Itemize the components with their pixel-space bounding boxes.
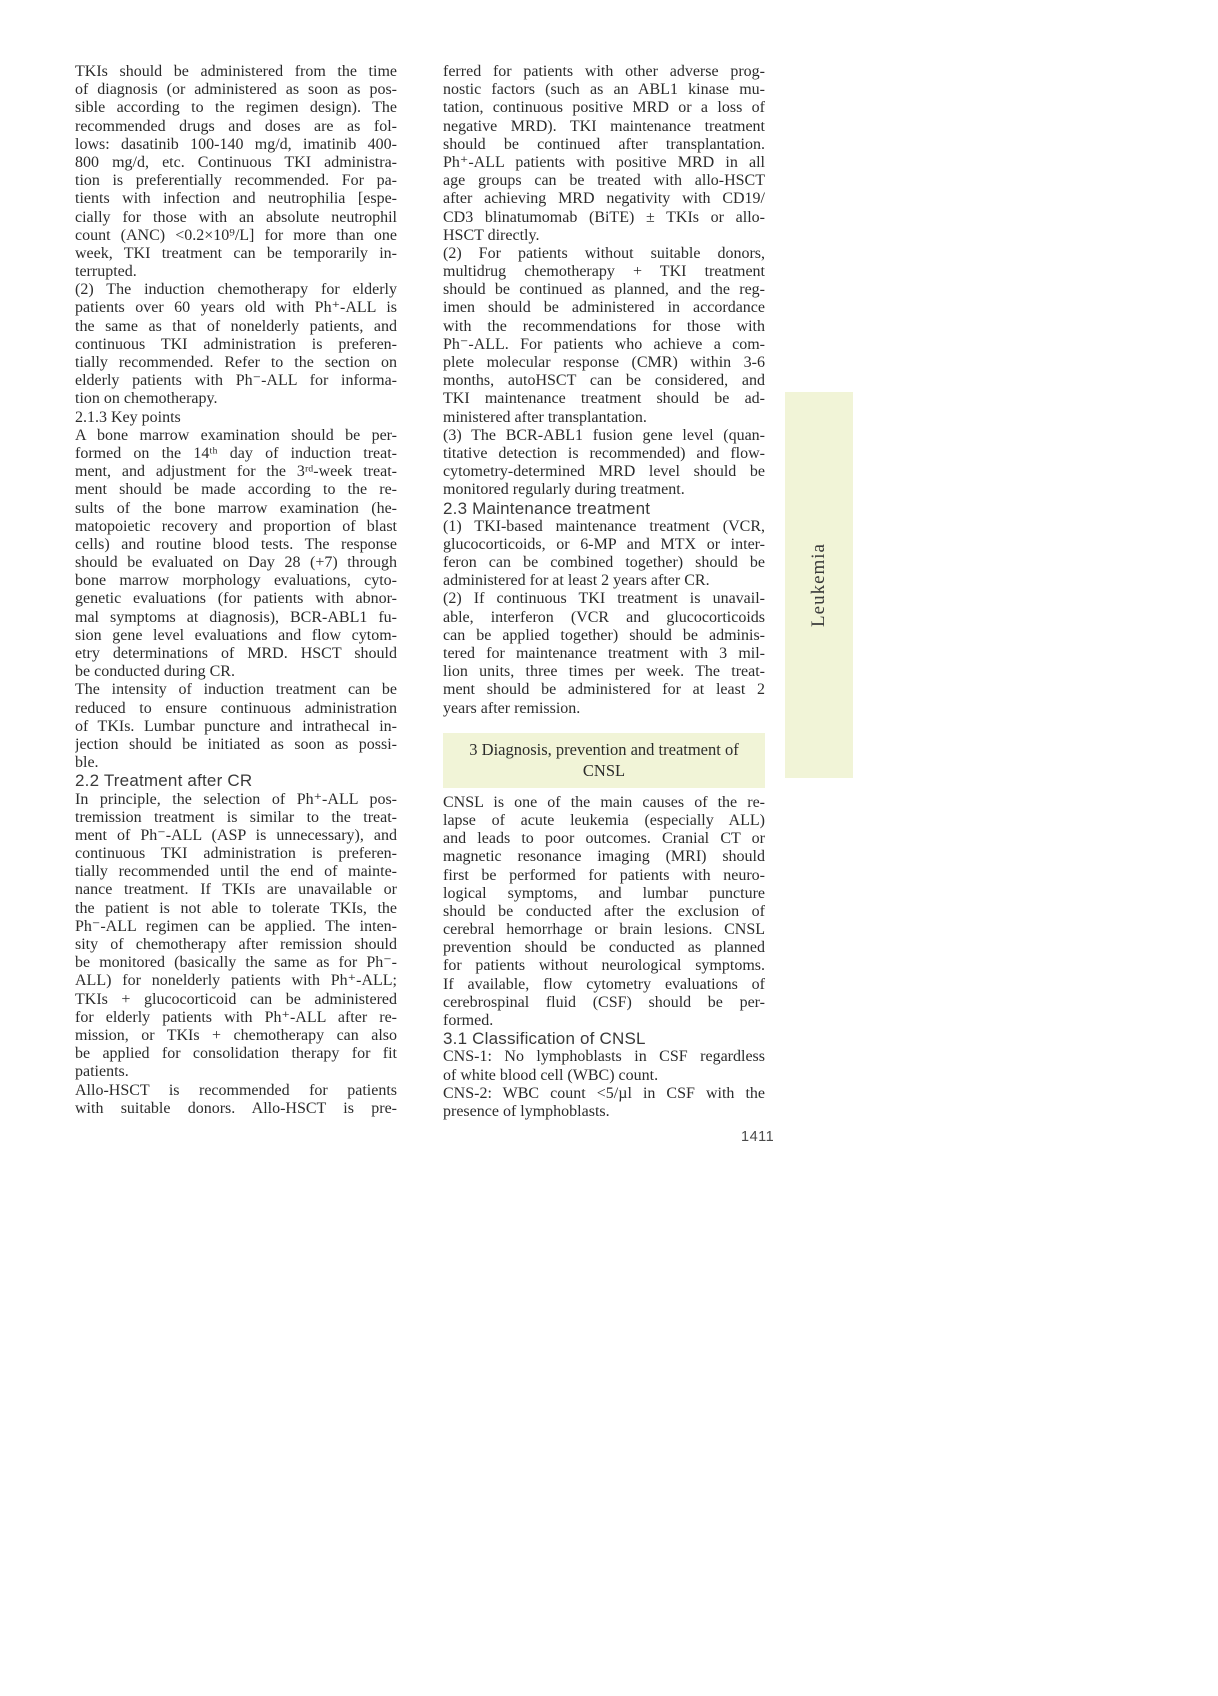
text-line: (2) If continuous TKI treatment is unavail- <box>443 590 765 608</box>
text-line: reduced to ensure continuous administration <box>75 699 397 717</box>
section-heading-box <box>443 733 765 788</box>
text-line: mission, or TKIs + chemotherapy can also <box>75 1026 397 1044</box>
text-line: tially recommended until the end of mainte- <box>75 863 397 881</box>
text-line: logical symptoms, and lumbar puncture <box>443 884 765 902</box>
text-line: formed. <box>443 1012 494 1029</box>
subsection-heading: 3.1 Classification of CNSL <box>443 1030 646 1049</box>
text-line: Ph⁻-ALL regimen can be applied. The inten- <box>75 917 397 935</box>
text-line: If available, flow cytometry evaluations of <box>443 975 765 993</box>
text-line: ministered after transplantation. <box>443 408 647 426</box>
text-line: patients. <box>75 1063 129 1081</box>
text-line: cytometry-determined MRD level should be <box>443 463 765 481</box>
text-line: plete molecular response (CMR) within 3-6 <box>443 354 765 371</box>
text-line: count (ANC) <0.2×10⁹/L] for more than one <box>75 226 397 244</box>
text-line: should be continued as planned, and the reg- <box>443 281 765 299</box>
text-line: ment, and adjustment for the 3ʳᵈ-week treat- <box>75 463 397 481</box>
text-line: months, autoHSCT can be considered, and <box>443 372 765 390</box>
text-line: sults of the bone marrow examination (he- <box>75 499 397 517</box>
text-line: ment of Ph⁻-ALL (ASP is unnecessary), and <box>75 826 397 844</box>
subsection-heading: 2.3 Maintenance treatment <box>443 499 651 518</box>
text-line: Allo-HSCT is recommended for patients <box>75 1081 397 1099</box>
text-line: tation, continuous positive MRD or a loss of <box>443 99 765 117</box>
text-line: tion is preferentially recommended. For pa- <box>75 172 397 190</box>
right-column-bottom-text <box>443 794 765 1121</box>
text-line: age groups can be treated with allo-HSCT <box>443 172 765 190</box>
text-line: etry determinations of MRD. HSCT should <box>75 645 397 662</box>
text-line: CNS-1: No lymphoblasts in CSF regardless <box>443 1048 765 1066</box>
text-line: TKIs should be administered from the time <box>75 63 397 80</box>
text-line: the same as that of nonelderly patients, and <box>75 317 397 335</box>
text-line: (2) The induction chemotherapy for elderly <box>75 281 397 299</box>
text-line: presence of lymphoblasts. <box>443 1102 610 1120</box>
text-line: HSCT directly. <box>443 226 540 244</box>
text-line: multidrug chemotherapy + TKI treatment <box>443 263 765 281</box>
text-line: cially for those with an absolute neutrophil <box>75 208 397 226</box>
text-line: of white blood cell (WBC) count. <box>443 1066 659 1084</box>
text-line: ble. <box>75 754 99 772</box>
text-line: bone marrow morphology evaluations, cyto- <box>75 572 397 590</box>
text-line: tered for maintenance treatment with 3 mil- <box>443 645 765 662</box>
text-line: the patient is not able to tolerate TKIs, the <box>75 899 397 917</box>
page-number: 1411 <box>741 1129 775 1145</box>
text-line: ALL) for nonelderly patients with Ph⁺-ALL; <box>75 972 397 990</box>
section-heading-line-2: CNSL <box>582 760 626 780</box>
text-line: genetic evaluations (for patients with abnor- <box>75 590 397 608</box>
text-line: of TKIs. Lumbar puncture and intrathecal in- <box>75 717 397 735</box>
text-line: 800 mg/d, etc. Continuous TKI administra- <box>75 153 397 171</box>
right-text-column <box>443 63 765 1121</box>
text-line: sion gene level evaluations and flow cytom- <box>75 626 397 644</box>
text-line: imen should be administered in accordance <box>443 299 765 317</box>
text-line: terrupted. <box>75 263 137 281</box>
text-line: sity of chemotherapy after remission should <box>75 936 397 953</box>
text-line: can be applied together) should be adminis- <box>443 626 765 644</box>
text-line: recommended drugs and doses are as fol- <box>75 117 397 135</box>
text-line: monitored regularly during treatment. <box>443 481 685 499</box>
section-heading-line-1: 3 Diagnosis, prevention and treatment of <box>469 739 739 759</box>
text-line: should be conducted after the exclusion of <box>443 902 765 920</box>
chapter-tab-leukemia <box>785 392 853 778</box>
text-line: should be evaluated on Day 28 (+7) through <box>75 554 397 572</box>
text-line: and leads to poor outcomes. Cranial CT or <box>443 830 765 848</box>
text-line: ment should be made according to the re- <box>75 481 397 499</box>
text-line: lows: dasatinib 100-140 mg/d, imatinib 400- <box>75 135 397 153</box>
text-line: (2) For patients without suitable donors, <box>443 244 765 262</box>
text-line: should be continued after transplantation. <box>443 135 765 153</box>
text-line: for patients without neurological symptoms. <box>443 957 765 975</box>
text-line: patients over 60 years old with Ph⁺-ALL is <box>75 299 397 317</box>
text-line: able, interferon (VCR and glucocorticoids <box>443 608 765 626</box>
text-line: CD3 blinatumomab (BiTE) ± TKIs or allo- <box>443 208 765 226</box>
chapter-tab-label: Leukemia <box>808 543 829 627</box>
text-line: sible according to the regimen design). The <box>75 99 397 117</box>
text-line: feron can be combined together) should be <box>443 554 765 572</box>
text-line: A bone marrow examination should be per- <box>75 426 397 444</box>
text-line: cells) and routine blood tests. The response <box>75 535 397 553</box>
text-line: lion units, three times per week. The treat- <box>443 663 765 681</box>
text-line: of diagnosis (or administered as soon as pos- <box>75 81 397 99</box>
text-line: TKIs + glucocorticoid can be administered <box>75 990 397 1008</box>
text-line: 2.1.3 Key points <box>75 408 181 426</box>
text-line: cerebrospinal fluid (CSF) should be per- <box>443 993 765 1011</box>
text-line: for elderly patients with Ph⁺-ALL after re- <box>75 1008 397 1026</box>
text-line: nostic factors (such as an ABL1 kinase mu- <box>443 81 765 99</box>
text-line: formed on the 14ᵗʰ day of induction treat- <box>75 444 397 462</box>
text-line: ment should be administered for at least 2 <box>443 681 765 699</box>
text-line: years after remission. <box>443 699 581 717</box>
text-line: magnetic resonance imaging (MRI) should <box>443 848 765 866</box>
text-line: be applied for consolidation therapy for fit <box>75 1045 397 1063</box>
text-line: titative detection is recommended) and flow- <box>443 444 765 462</box>
text-line: be monitored (basically the same as for Ph⁻- <box>75 954 397 972</box>
text-line: glucocorticoids, or 6-MP and MTX or inter- <box>443 535 765 553</box>
text-line: (1) TKI-based maintenance treatment (VCR, <box>443 517 765 535</box>
text-line: after achieving MRD negativity with CD19/ <box>443 190 765 208</box>
text-line: Ph⁻-ALL. For patients who achieve a com- <box>443 335 765 353</box>
text-line: nance treatment. If TKIs are unavailable or <box>75 881 397 899</box>
text-line: elderly patients with Ph⁻-ALL for informa- <box>75 372 397 390</box>
text-line: cerebral hemorrhage or brain lesions. CNSL <box>443 921 765 939</box>
text-line: tially recommended. Refer to the section on <box>75 354 397 371</box>
text-line: tremission treatment is similar to the treat- <box>75 808 397 826</box>
text-line: mal symptoms at diagnosis), BCR-ABL1 fu- <box>75 608 397 626</box>
text-line: prevention should be conducted as planned <box>443 939 765 957</box>
text-line: CNS-2: WBC count <5/µl in CSF with the <box>443 1084 765 1102</box>
subsection-heading: 2.2 Treatment after CR <box>75 772 253 791</box>
text-line: with the recommendations for those with <box>443 317 765 335</box>
text-line: TKI maintenance treatment should be ad- <box>443 390 765 408</box>
right-column-top-text <box>443 63 765 718</box>
text-line: Ph⁺-ALL patients with positive MRD in all <box>443 153 765 171</box>
left-text-column <box>75 63 397 1118</box>
text-line: lapse of acute leukemia (especially ALL) <box>443 811 765 829</box>
text-line: jection should be initiated as soon as possi- <box>75 735 397 753</box>
text-line: CNSL is one of the main causes of the re- <box>443 793 765 811</box>
text-line: continuous TKI administration is preferen- <box>75 845 397 863</box>
text-line: tients with infection and neutrophilia [espe- <box>75 190 397 208</box>
text-line: administered for at least 2 years after CR. <box>443 572 710 590</box>
text-line: be conducted during CR. <box>75 663 235 681</box>
text-line: negative MRD). TKI maintenance treatment <box>443 117 765 135</box>
text-line: week, TKI treatment can be temporarily in- <box>75 244 397 262</box>
text-line: continuous TKI administration is preferen- <box>75 335 397 353</box>
text-line: first be performed for patients with neuro- <box>443 866 765 884</box>
text-line: ferred for patients with other adverse prog- <box>443 63 765 80</box>
text-line: tion on chemotherapy. <box>75 390 218 408</box>
text-line: (3) The BCR-ABL1 fusion gene level (quan- <box>443 426 765 444</box>
text-line: The intensity of induction treatment can be <box>75 681 397 699</box>
text-line: matopoietic recovery and proportion of blast <box>75 517 397 535</box>
text-line: In principle, the selection of Ph⁺-ALL pos- <box>75 790 397 808</box>
text-line: with suitable donors. Allo-HSCT is pre- <box>75 1099 397 1117</box>
